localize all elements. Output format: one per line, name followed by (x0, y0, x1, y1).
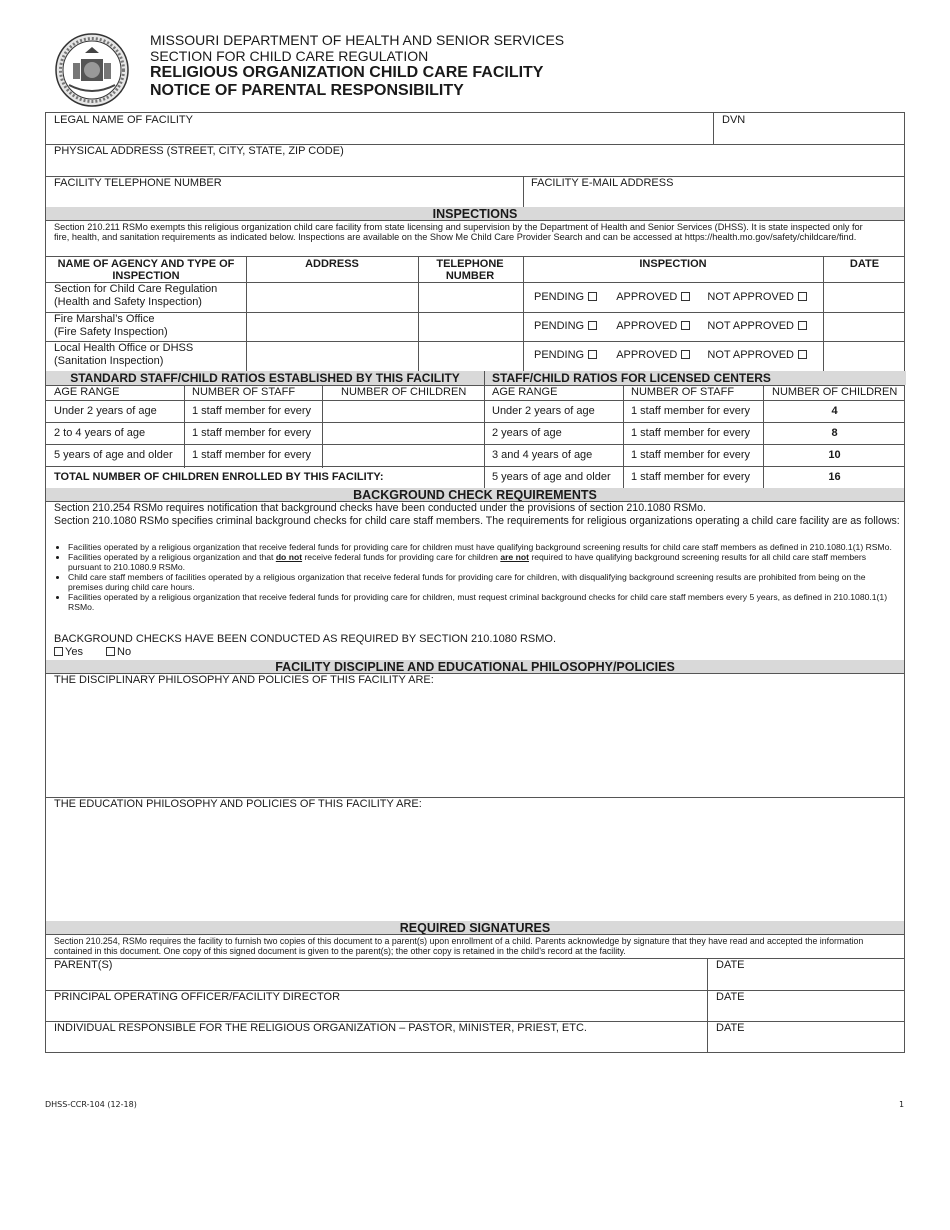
pending-checkbox[interactable] (588, 321, 597, 330)
background-p1: Section 210.254 RSMo requires notification that background checks have been conducted under the provisions of section 210.1080 RSMo. (54, 502, 706, 514)
left-age-under2: Under 2 years of age (54, 405, 157, 417)
left-staff-under2: 1 staff member for every (192, 405, 312, 417)
right-staff-2: 1 staff member for every (631, 427, 751, 439)
right-age-3to4: 3 and 4 years of age (492, 449, 593, 461)
form-subtitle: NOTICE OF PARENTAL RESPONSIBILITY (150, 82, 464, 99)
right-staff-under2: 1 staff member for every (631, 405, 751, 417)
bullet-2: • Facilities operated by a religious organization and that do not receive federal funds for providing care for children are not required to have qualifying background screening results for all child care staff members pursuant to 210.1080.9 RSMo. (68, 552, 898, 572)
inspection-row-sanitation: Local Health Office or DHSS (Sanitation Inspection) (54, 342, 194, 367)
parent-signature-field[interactable]: PARENT(S) (54, 959, 113, 971)
left-col-children: NUMBER OF CHILDREN (341, 386, 467, 398)
right-children-under2: 4 (831, 405, 838, 417)
right-col-age: AGE RANGE (492, 386, 558, 398)
background-statement: BACKGROUND CHECKS HAVE BEEN CONDUCTED AS REQUIRED BY SECTION 210.1080 RSMO. (54, 633, 557, 645)
page-number: 1 (899, 1100, 905, 1109)
section-name: SECTION FOR CHILD CARE REGULATION (150, 48, 429, 64)
signatures-heading: REQUIRED SIGNATURES (46, 921, 904, 934)
background-no-option[interactable]: No (106, 646, 131, 658)
inspection-row-fire: Fire Marshal’s Office (Fire Safety Inspection) (54, 313, 168, 338)
right-age-under2: Under 2 years of age (492, 405, 595, 417)
approved-checkbox[interactable] (681, 292, 690, 301)
discipline-policy-field[interactable]: THE DISCIPLINARY PHILOSOPHY AND POLICIES OF THIS FACILITY ARE: (54, 674, 434, 686)
telephone-field[interactable]: FACILITY TELEPHONE NUMBER (54, 177, 222, 189)
pending-checkbox[interactable] (588, 292, 597, 301)
department-name: MISSOURI DEPARTMENT OF HEALTH AND SENIOR SERVICES (150, 32, 565, 48)
director-signature-field[interactable]: PRINCIPAL OPERATING OFFICER/FACILITY DIRECTOR (54, 991, 341, 1003)
left-col-age: AGE RANGE (54, 386, 120, 398)
right-children-3to4: 10 (828, 449, 841, 461)
philosophy-heading: FACILITY DISCIPLINE AND EDUCATIONAL PHILOSOPHY/POLICIES (46, 660, 904, 673)
bullet-4: • Facilities operated by a religious organization that receive federal funds for providing care for children, must request criminal background checks for child care staff members every 5 years, as defined in 210.1080.1(1) RSMo. (68, 592, 898, 612)
not-approved-checkbox[interactable] (798, 321, 807, 330)
education-policy-field[interactable]: THE EDUCATION PHILOSOPHY AND POLICIES OF THIS FACILITY ARE: (54, 798, 422, 810)
approved-checkbox[interactable] (681, 350, 690, 359)
inspection-status-ccr: PENDING APPROVED NOT APPROVED (534, 291, 807, 303)
right-staff-3to4: 1 staff member for every (631, 449, 751, 461)
right-children-2: 8 (831, 427, 838, 439)
col-address-header: ADDRESS (305, 258, 359, 270)
yes-checkbox[interactable] (54, 647, 63, 656)
inspection-status-sanitation: PENDING APPROVED NOT APPROVED (534, 349, 807, 361)
facility-ratios-heading: STANDARD STAFF/CHILD RATIOS ESTABLISHED BY THIS FACILITY (70, 371, 460, 385)
licensed-ratios-heading: STAFF/CHILD RATIOS FOR LICENSED CENTERS (492, 371, 771, 385)
right-staff-5plus: 1 staff member for every (631, 471, 751, 483)
religious-official-date-field[interactable]: DATE (716, 1022, 745, 1034)
col-telephone-header: TELEPHONE NUMBER (436, 258, 504, 282)
bullet-3: • Child care staff members of facilities operated by a religious organization that receive federal funds for providing care for children, with disqualifying background screening results are prohibited from being on the premises during child care hours. (68, 572, 898, 592)
right-age-5plus: 5 years of age and older (492, 471, 611, 483)
col-date-header: DATE (849, 258, 880, 270)
total-enrolled-label[interactable]: TOTAL NUMBER OF CHILDREN ENROLLED BY THIS FACILITY: (54, 471, 384, 483)
missouri-state-seal (55, 33, 129, 107)
no-checkbox[interactable] (106, 647, 115, 656)
left-staff-2to4: 1 staff member for every (192, 427, 312, 439)
bullet-1: • Facilities operated by a religious organization that receive federal funds for providing care for children must have qualifying background screening results for child care staff members as defined in 210.1080.1(1) RSMo. (68, 542, 898, 552)
background-text (54, 502, 900, 527)
col-inspection-header: INSPECTION (639, 258, 707, 270)
pending-checkbox[interactable] (588, 350, 597, 359)
background-p2: Section 210.1080 RSMo specifies criminal background checks for child care staff members. The requirements for religious organizations operating a child care facility are as follows: (54, 514, 900, 527)
approved-checkbox[interactable] (681, 321, 690, 330)
form-header (150, 33, 564, 101)
parent-date-field[interactable]: DATE (716, 959, 745, 971)
form-number: DHSS-CCR-104 (12-18) (45, 1100, 137, 1109)
director-date-field[interactable]: DATE (716, 991, 745, 1003)
email-field[interactable]: FACILITY E-MAIL ADDRESS (531, 177, 674, 189)
col-agency-header: NAME OF AGENCY AND TYPE OF INSPECTION (57, 258, 235, 282)
inspection-row-ccr: Section for Child Care Regulation (Health and Safety Inspection) (54, 283, 218, 308)
right-col-children: NUMBER OF CHILDREN (772, 386, 898, 398)
physical-address-field[interactable]: PHYSICAL ADDRESS (STREET, CITY, STATE, ZIP CODE) (54, 145, 344, 157)
left-age-2to4: 2 to 4 years of age (54, 427, 146, 439)
right-age-2: 2 years of age (492, 427, 562, 439)
inspections-heading: INSPECTIONS (46, 207, 904, 220)
left-age-5plus: 5 years of age and older (54, 449, 173, 461)
form-title: RELIGIOUS ORGANIZATION CHILD CARE FACILITY (150, 64, 544, 81)
right-children-5plus: 16 (828, 471, 841, 483)
inspections-intro: Section 210.211 RSMo exempts this religious organization child care facility from state licensing and supervision by the Department of Health and Senior Services (DHSS). It is state inspected only for fire, health, and sanitation requirements as indicated below. Inspections are available on the Show Me Child Care Provider Search and can be accessed at https://health.mo.gov/safety/childcare/find. (54, 222, 863, 242)
religious-official-signature-field[interactable]: INDIVIDUAL RESPONSIBLE FOR THE RELIGIOUS ORGANIZATION – PASTOR, MINISTER, PRIEST, ETC. (54, 1022, 587, 1034)
not-approved-checkbox[interactable] (798, 350, 807, 359)
signatures-intro: Section 210.254, RSMo requires the facility to furnish two copies of this document to a parent(s) upon enrollment of a child. Parents acknowledge by signature that they have read and accepted the information contained in this document. One copy of this signed document is given to the parent(s); the other copy is retained in the child’s record at the facility. (54, 936, 864, 956)
left-staff-5plus: 1 staff member for every (192, 449, 312, 461)
not-approved-checkbox[interactable] (798, 292, 807, 301)
background-heading: BACKGROUND CHECK REQUIREMENTS (46, 488, 904, 501)
dvn-field[interactable]: DVN (722, 114, 746, 126)
legal-name-field[interactable]: LEGAL NAME OF FACILITY (54, 114, 193, 126)
left-col-staff: NUMBER OF STAFF (192, 386, 296, 398)
background-bullets (54, 542, 898, 612)
right-col-staff: NUMBER OF STAFF (631, 386, 735, 398)
background-yes-option[interactable]: Yes (54, 646, 83, 658)
inspection-status-fire: PENDING APPROVED NOT APPROVED (534, 320, 807, 332)
form-body (45, 112, 905, 1053)
